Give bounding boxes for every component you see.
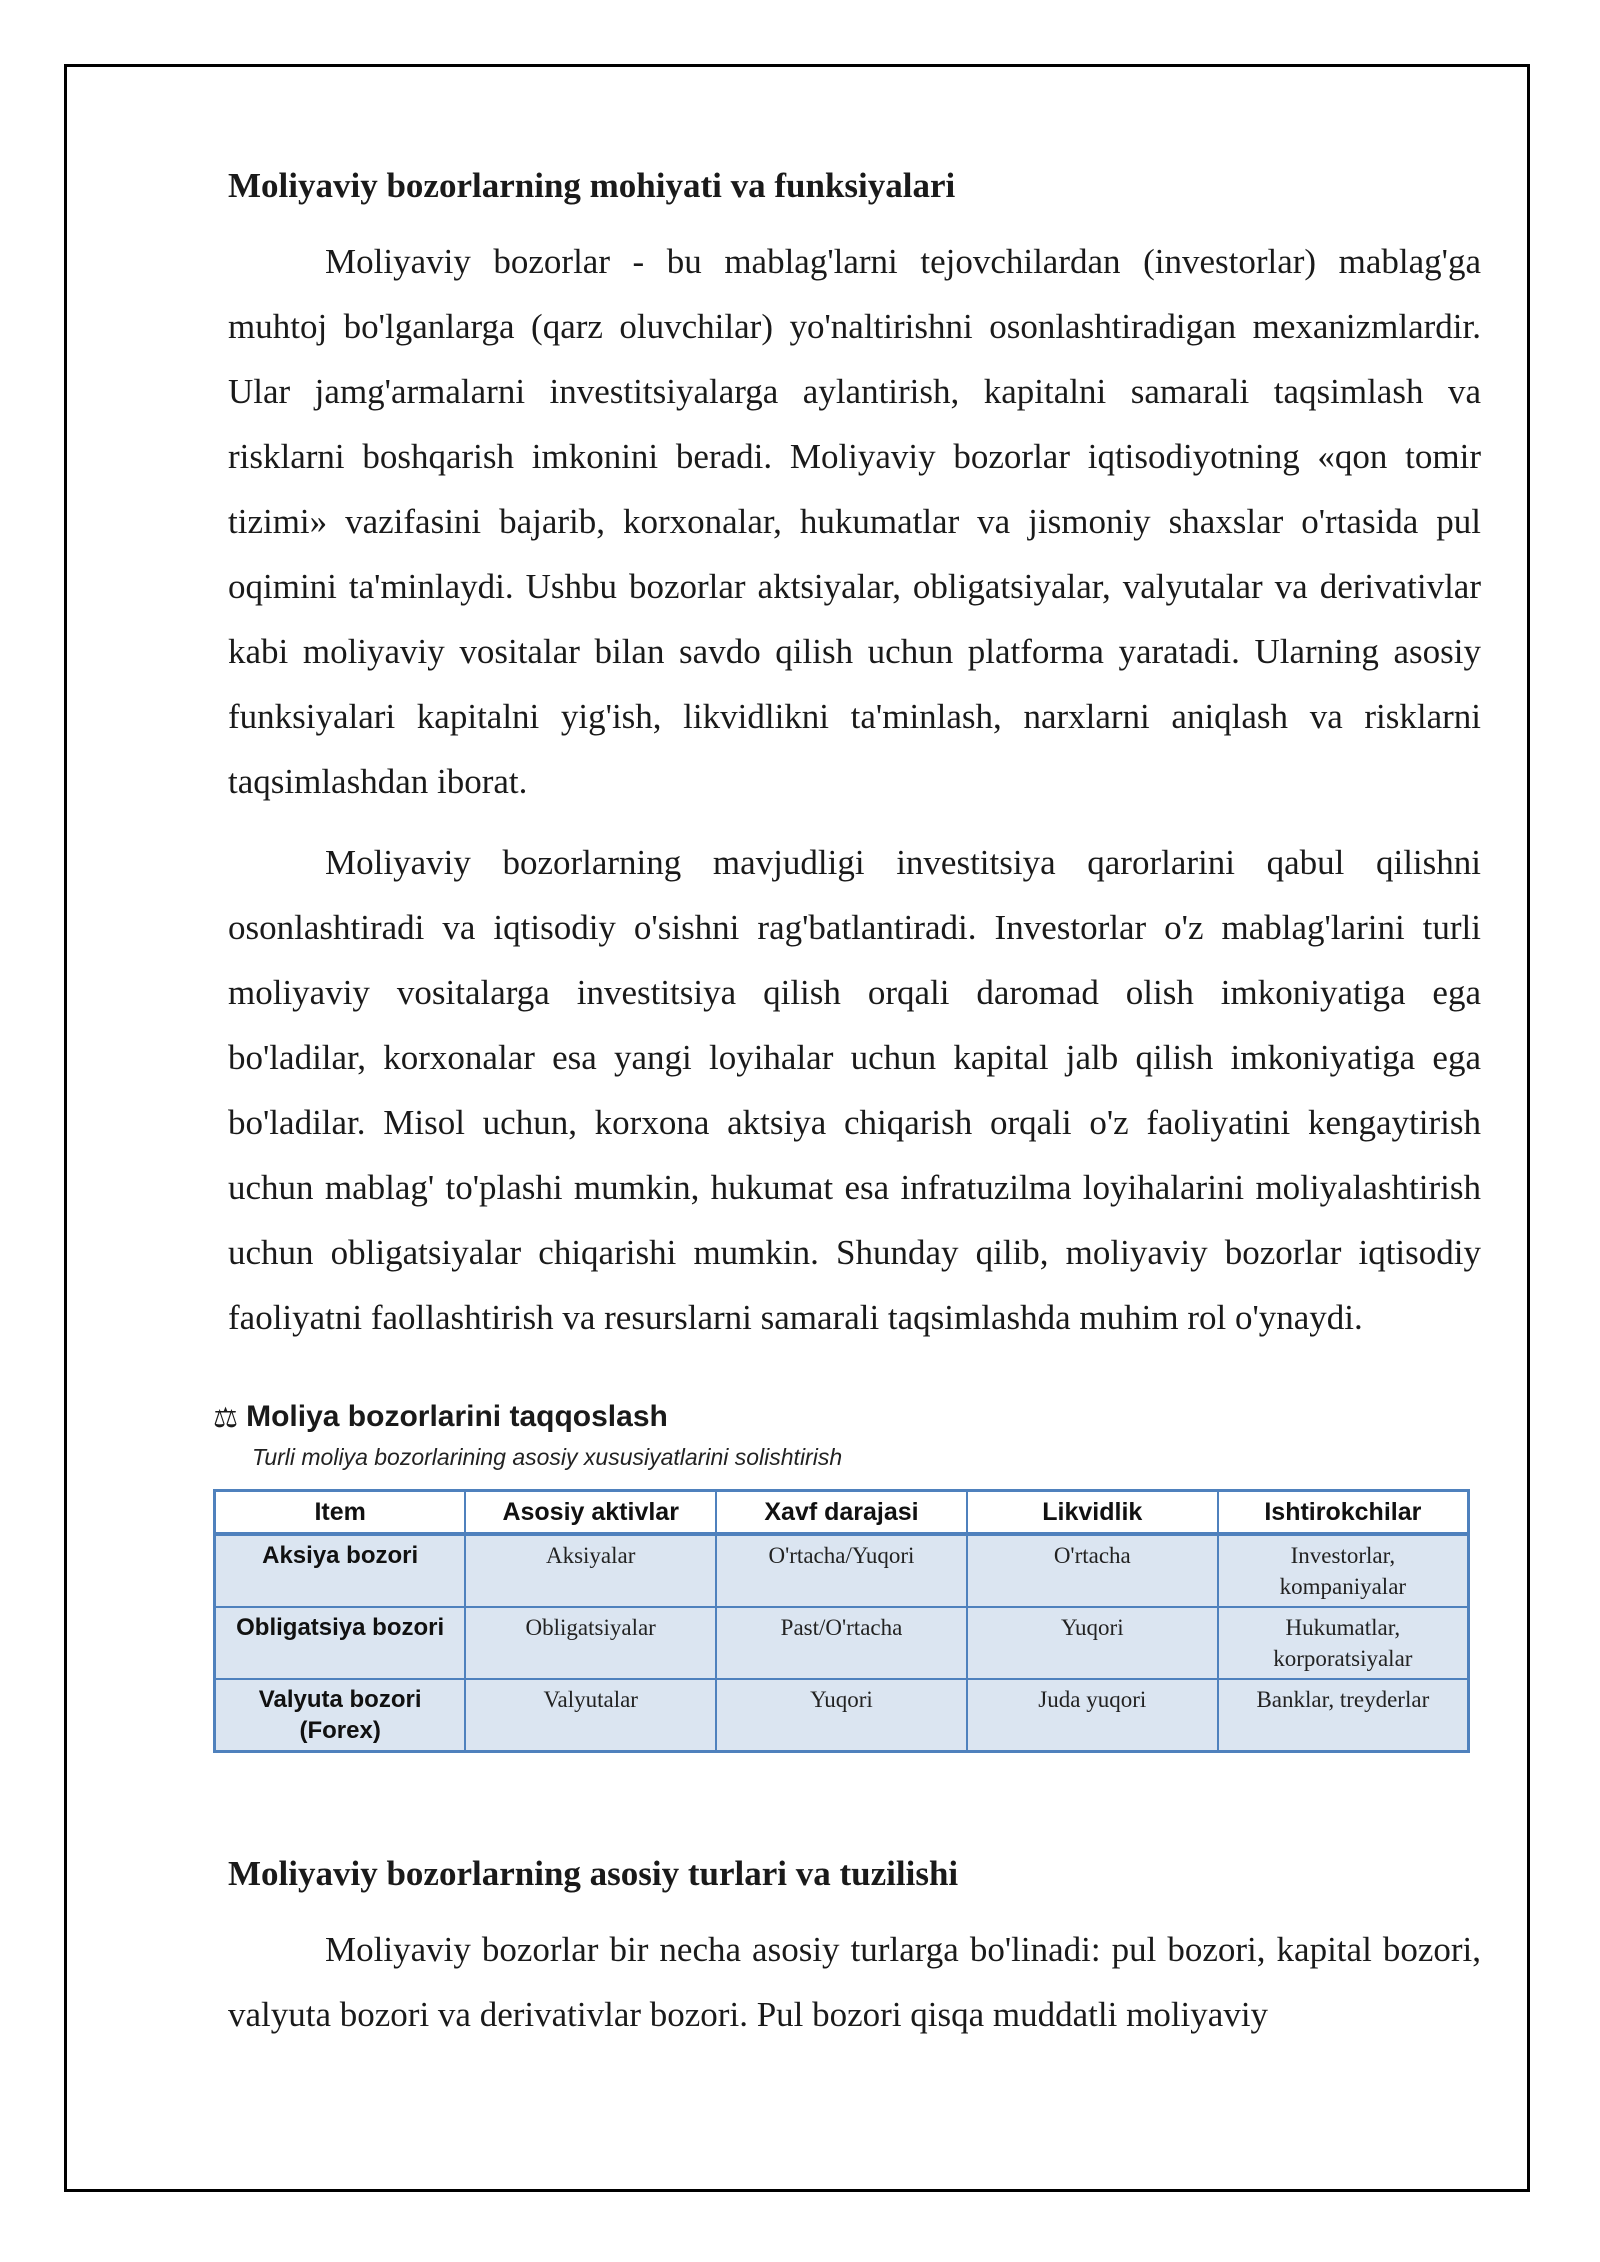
- table-title: [213, 1400, 1470, 1434]
- table-caption: Turli moliya bozorlarining asosiy xususiyatlarini solishtirish: [252, 1444, 843, 1470]
- table-cell: Valyutalar: [465, 1679, 716, 1752]
- table-cell: Yuqori: [716, 1679, 967, 1752]
- section-heading: Moliyaviy bozorlarning asosiy turlari va tuzilishi: [228, 1854, 959, 1893]
- row-header-cell: Aksiya bozori: [215, 1534, 466, 1607]
- table-row: [215, 1534, 1469, 1607]
- column-header: Item: [215, 1491, 466, 1535]
- row-header-cell: Obligatsiya bozori: [215, 1607, 466, 1679]
- body-paragraph: Moliyaviy bozorlar - bu mablag'larni tejovchilardan (investorlar) mablag'ga muhtoj bo'lganlarga (qarz oluvchilar) yo'naltirishni osonlashtiradigan mexanizmlardir. Ular jamg'armalarni investitsiyalarga aylantirish, kapitalni samarali taqsimlash va risklarni boshqarish imkonini beradi. Moliyaviy bozorlar iqtisodiyotning «qon tomir tizimi» vazifasini bajarib, korxonalar, hukumatlar va jismoniy shaxslar o'rtasida pul oqimini ta'minlaydi. Ushbu bozorlar aktsiyalar, obligatsiyalar, valyutalar va derivativlar kabi moliyaviy vositalar bilan savdo qilish uchun platforma yaratadi. Ularning asosiy funksiyalari kapitalni yig'ish, likvidlikni ta'minlash, narxlarni aniqlash va risklarni taqsimlashdan iborat.: [228, 242, 1481, 801]
- section-2: [228, 1853, 1481, 2047]
- table-cell: Aksiyalar: [465, 1534, 716, 1607]
- table-cell: O'rtacha: [967, 1534, 1218, 1607]
- comparison-table-block: [213, 1400, 1470, 1753]
- table-cell: Obligatsiyalar: [465, 1607, 716, 1679]
- table-title-text: Moliya bozorlarini taqqoslash: [246, 1400, 668, 1433]
- table-cell: Yuqori: [967, 1607, 1218, 1679]
- table-cell: Juda yuqori: [967, 1679, 1218, 1752]
- table-header-row: [215, 1491, 1469, 1535]
- table-cell: Investorlar, kompaniyalar: [1218, 1534, 1469, 1607]
- table-row: [215, 1607, 1469, 1679]
- column-header: Xavf darajasi: [716, 1491, 967, 1535]
- table-row: [215, 1679, 1469, 1752]
- column-header: Asosiy aktivlar: [465, 1491, 716, 1535]
- column-header: Likvidlik: [967, 1491, 1218, 1535]
- body-paragraph: Moliyaviy bozorlar bir necha asosiy turlarga bo'linadi: pul bozori, kapital bozori, valyuta bozori va derivativlar bozori. Pul bozori qisqa muddatli moliyaviy: [228, 1930, 1481, 2034]
- table-cell: Past/O'rtacha: [716, 1607, 967, 1679]
- section-heading: Moliyaviy bozorlarning mohiyati va funksiyalari: [228, 166, 956, 205]
- body-paragraph: Moliyaviy bozorlarning mavjudligi investitsiya qarorlarini qabul qilishni osonlashtiradi va iqtisodiy o'sishni rag'batlantiradi. Investorlar o'z mablag'larini turli moliyaviy vositalarga investitsiya qilish orqali daromad olish imkoniyatiga ega bo'ladilar, korxonalar esa yangi loyihalar uchun kapital jalb qilish imkoniyatiga ega bo'ladilar. Misol uchun, korxona aktsiya chiqarish orqali o'z faoliyatini kengaytirish uchun mablag' to'plashi mumkin, hukumat esa infratuzilma loyihalarini moliyalashtirish uchun obligatsiyalar chiqarishi mumkin. Shunday qilib, moliyaviy bozorlar iqtisodiy faoliyatni faollashtirish va resurslarni samarali taqsimlashda muhim rol o'ynaydi.: [228, 843, 1481, 1337]
- table-cell: Hukumatlar, korporatsiyalar: [1218, 1607, 1469, 1679]
- comparison-table: [213, 1489, 1470, 1753]
- balance-scale-icon: ⚖: [213, 1400, 239, 1434]
- document-body: [213, 165, 1481, 2063]
- column-header: Ishtirokchilar: [1218, 1491, 1469, 1535]
- table-cell: O'rtacha/Yuqori: [716, 1534, 967, 1607]
- table-cell: Banklar, treyderlar: [1218, 1679, 1469, 1752]
- row-header-cell: Valyuta bozori (Forex): [215, 1679, 466, 1752]
